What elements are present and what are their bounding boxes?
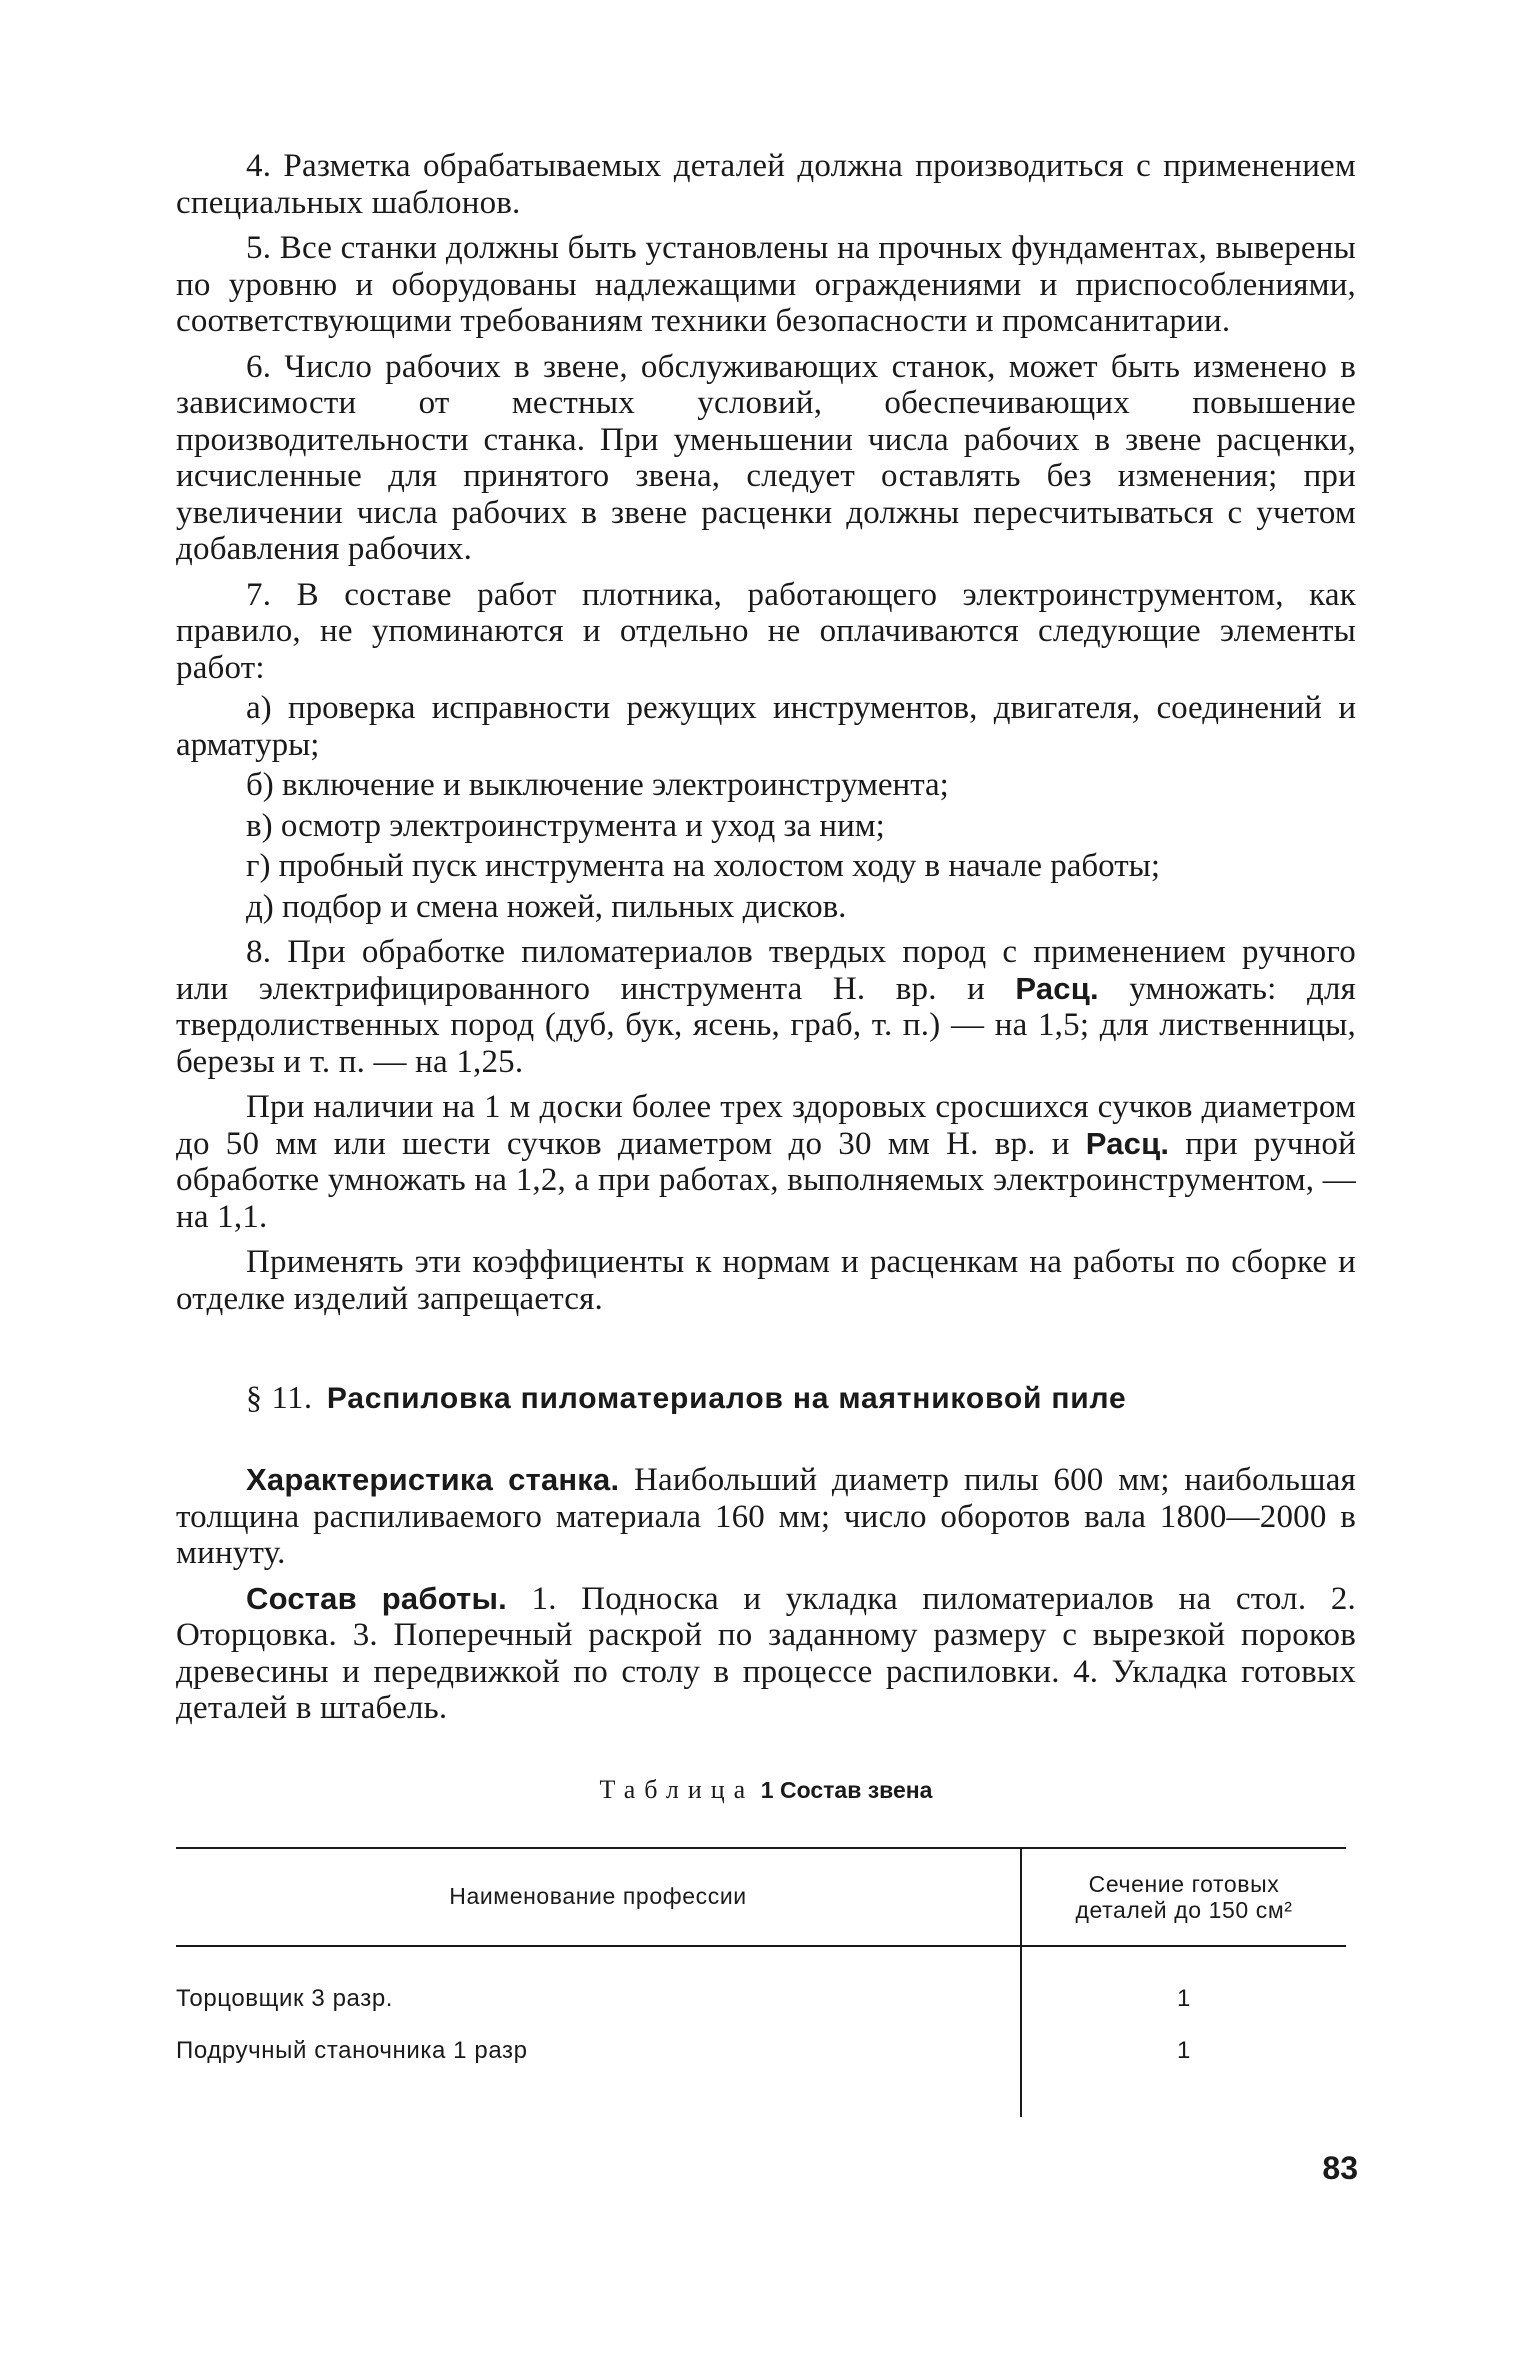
machine-characteristics — [176, 1462, 1356, 1572]
cell-profession: Подручный станочника 1 разр — [176, 2025, 1021, 2077]
header-section-line-1: Сечение готовых — [1088, 1870, 1280, 1897]
section-sign: § 11. — [246, 1379, 313, 1415]
characteristics-text: Наибольший диаметр пилы 600 мм; наибольшая толщина распиливаемого материала 160 мм; число оборотов вала 1800—2000 в минуту. — [176, 1462, 1357, 1571]
list-item-c: в) осмотр электроинструмента и уход за ним; — [246, 807, 885, 844]
work-composition — [176, 1581, 1356, 1727]
paragraph-6: 6. Число рабочих в звене, обслуживающих станок, может быть изменено в зависимости от местных условий, обеспечивающих повышение производительности станка. При уменьшении числа рабочих в звене расценки, исчисленные для принятого звена, следует оставлять без изменения; при увеличении числа рабочих в звене расценки должны пересчитываться с учетом добавления рабочих. — [176, 348, 1356, 567]
work-elements-list — [176, 690, 1356, 925]
cell-profession: Торцовщик 3 разр. — [176, 1946, 1021, 2025]
paragraph-9-text-b: при ручной обработке умножать на 1,2, а при работах, выполняемых электроинструментом, — на 1,1. — [176, 1125, 1356, 1235]
crew-composition-table — [176, 1847, 1346, 2117]
paragraph-10: Применять эти коэффициенты к нормам и расценкам на работы по сборке и отделке изделий запрещается. — [176, 1244, 1356, 1317]
paragraph-9 — [176, 1089, 1356, 1235]
document-page — [176, 148, 1356, 2117]
table-header-row — [176, 1848, 1346, 1946]
table-caption-number: 1 — [760, 1776, 774, 1803]
work-label: Состав работы. — [246, 1580, 507, 1616]
paragraph-8-text-b: умножать: для твердолиственных пород (дуб, бук, ясень, граб, т. п.) — на 1,5; для лиственницы, березы и т. п. — на 1,25. — [176, 970, 1356, 1080]
list-item-a: а) проверка исправности режущих инструментов, двигателя, соединений и арматуры; — [176, 690, 1356, 763]
cell-value: 1 — [1177, 2036, 1191, 2064]
list-item-b: б) включение и выключение электроинструмента; — [246, 767, 949, 803]
table-spacer-row — [176, 2077, 1346, 2117]
page-number: 83 — [1322, 2150, 1358, 2186]
header-section — [1021, 1848, 1346, 1946]
paragraph-7: 7. В составе работ плотника, работающего электроинструментом, как правило, не упоминаются и отдельно не оплачиваются следующие элементы работ: — [176, 576, 1356, 686]
table-caption-word: Таблица — [599, 1774, 755, 1804]
section-title: Распиловка пиломатериалов на маятниковой пиле — [326, 1382, 1127, 1415]
header-profession: Наименование профессии — [176, 1848, 1021, 1946]
list-item-d: г) пробный пуск инструмента на холостом ходу в начале работы; — [246, 848, 1160, 884]
header-section-line-2: деталей до 150 см² — [1075, 1896, 1293, 1923]
section-heading — [246, 1379, 1356, 1416]
paragraph-8 — [176, 934, 1356, 1080]
rate-abbrev: Расц. — [1015, 970, 1099, 1006]
table-row — [176, 1946, 1346, 2025]
characteristics-label: Характеристика станка. — [246, 1462, 620, 1497]
paragraph-8-text-a: 8. При обработке пиломатериалов твердых пород с применением ручного или электрифицированного инструмента Н. вр. и — [176, 934, 1356, 1007]
paragraph-4: 4. Разметка обрабатываемых деталей должна производиться с применением специальных шаблонов. — [176, 148, 1356, 221]
list-item-e: д) подбор и смена ножей, пильных дисков. — [246, 888, 847, 925]
paragraph-5: 5. Все станки должны быть установлены на прочных фундаментах, выверены по уровню и оборудованы надлежащими ограждениями и приспособлениями, соответствующими требованиям техники безопасности и промсанитарии. — [176, 230, 1356, 339]
work-text: 1. Подноска и укладка пиломатериалов на стол. 2. Оторцовка. 3. Поперечный раскрой по заданному размеру с вырезкой пороков древесины и передвижкой по столу в процессе распиловки. 4. Укладка готовых деталей в штабель. — [176, 1580, 1357, 1726]
rate-abbrev: Расц. — [1085, 1125, 1170, 1161]
table-caption — [176, 1775, 1356, 1805]
paragraph-9-text-a: При наличии на 1 м доски более трех здоровых сросшихся сучков диаметром до 50 мм или шести сучков диаметром до 30 мм Н. вр. и — [176, 1089, 1356, 1162]
cell-value: 1 — [1177, 1984, 1191, 2012]
table-caption-title: Состав звена — [780, 1776, 933, 1803]
table-row — [176, 2025, 1346, 2077]
